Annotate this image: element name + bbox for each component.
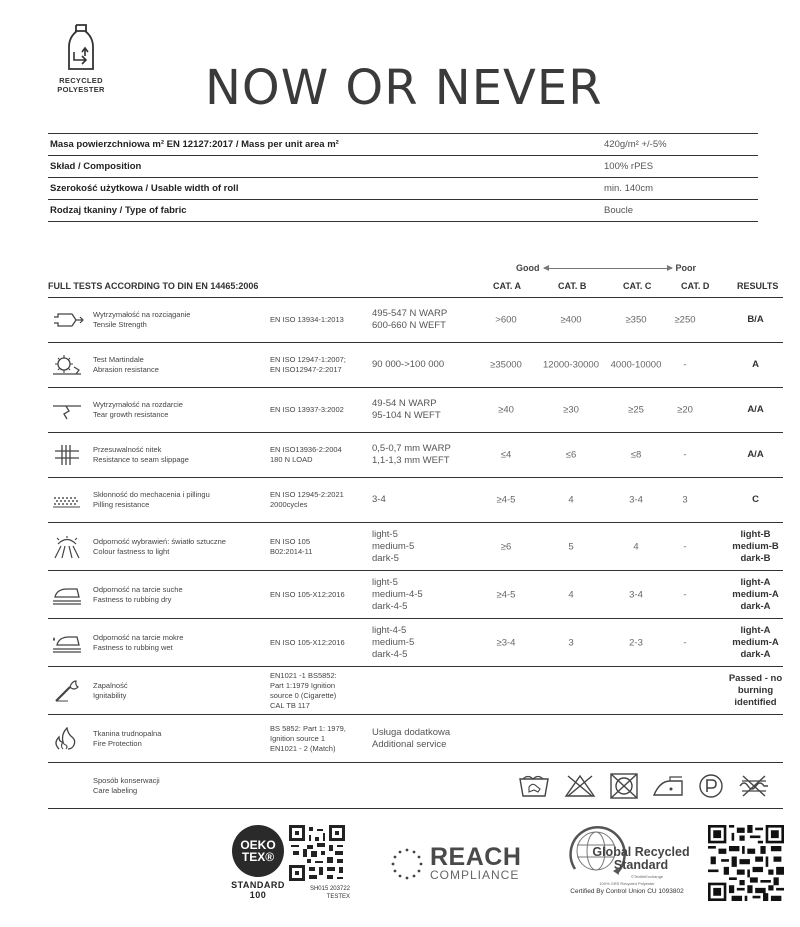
test-name [93,681,263,701]
test-value-line: 495-547 N WARP [372,308,448,319]
test-norm-line: EN ISO 13934-1:2013 [270,315,344,324]
test-value-line: medium-4-5 [372,588,423,600]
spec-label: Szerokość użytkowa / Usable width of roll [50,183,239,194]
test-value [372,359,487,371]
test-name [93,729,263,749]
grs-organization: ©TextileExchange [630,874,664,879]
header-cat-a: CAT. A [493,281,521,291]
oeko-line1: OEKO [240,838,276,852]
test-name-en: Ignitability [93,690,127,700]
test-norm [270,490,365,510]
test-row [48,715,783,763]
cat-b-value: 4 [568,494,574,506]
cat-d-value: - [683,449,687,461]
page-title: NOW OR NEVER [205,60,603,116]
test-name-en: Fire Protection [93,738,142,748]
test-value-line: 90 000->100 000 [372,359,445,370]
fire-protection-icon-glyph [50,727,84,751]
seam-slippage-icon-glyph [50,443,84,467]
test-name-en: Abrasion resistance [93,365,159,374]
test-result [718,314,793,326]
test-name-en: Colour fastness to light [93,546,170,556]
test-row [48,619,783,667]
grs-title-line1: Global Recycled [592,845,690,859]
test-result-line: medium-B [732,540,779,552]
cat-d-value: - [683,359,687,371]
test-result-line: light-B [740,528,771,540]
cat-c-value: ≥350 [625,314,647,326]
light-fastness-icon [50,535,84,559]
test-norm-line: EN1021 - 2 (Match) [270,743,336,753]
test-norm-line: EN ISO 12945-2:2021 [270,490,344,499]
cat-a-value: ≥6 [500,541,512,552]
test-norm [270,537,365,557]
test-norm [270,355,365,375]
tests-body [48,298,783,763]
test-result-line: dark-A [740,600,771,612]
cat-d-value: ≥20 [677,404,693,416]
test-row [48,523,783,571]
test-name-en: Tensile Strength [93,320,147,329]
test-norm-line: CAL TB 117 [270,700,310,710]
test-norm-line: source 0 (Cigarette) [270,690,337,700]
cat-a-value: >600 [495,314,517,326]
test-result-line: A [752,359,759,370]
ignitability-icon-glyph [50,679,84,703]
oeko-line2: TEX® [241,850,275,864]
test-row [48,433,783,478]
test-result-line: Passed - no [728,672,783,684]
test-value-line: 600-660 N WEFT [372,320,446,331]
test-name-pl: Skłonność do mechacenia i pillingu [93,490,210,499]
spec-row [48,178,758,200]
test-name [93,490,263,510]
header-cat-d: CAT. D [681,281,710,291]
tests-table [48,278,783,809]
spec-table [48,133,758,222]
test-norm [270,445,365,465]
cat-d-value: 3 [682,494,688,506]
test-result-line: burning [737,684,774,696]
test-norm-line: 2000cycles [270,500,308,509]
test-name-pl: Odporność na tarcie suche [93,584,183,594]
fire-protection-icon [50,727,84,751]
test-value [372,529,487,565]
tensile-icon [50,308,84,332]
test-result [718,494,793,506]
test-value [372,443,487,467]
grs-certified-by: Certified By Control Union CU 1093802 [570,888,684,895]
tear-icon-glyph [50,398,84,422]
test-norm-line: EN ISO12947-2:2017 [270,365,342,374]
oeko-code-line2: TESTEX [326,894,350,900]
tear-icon [50,398,84,422]
cat-b-value: 3 [568,637,574,648]
cat-b-value: ≤6 [565,449,577,461]
test-norm-line: BS 5852: Part 1: 1979, [270,723,346,733]
cat-d-value: ≥250 [674,314,696,326]
test-name-pl: Wytrzymałość na rozciąganie [93,310,191,319]
recycled-polyester-logo [50,22,112,94]
reach-subtitle: COMPLIANCE [430,868,520,882]
cat-a-value: ≥35000 [490,359,522,371]
test-value-line: 3-4 [372,494,386,505]
oeko-certificate-code [290,885,350,901]
no-tumble-dry-icon [609,772,639,800]
cat-c-value: 4000-10000 [610,359,662,371]
test-name [93,633,263,653]
test-norm [270,724,365,754]
logo-text-line1: RECYCLED [59,76,103,85]
test-value [372,494,487,506]
rubbing-wet-icon [50,631,84,655]
grs-badge [562,823,692,895]
hand-wash-icon [517,773,551,799]
cat-a-value: ≥4-5 [496,494,516,506]
test-result [718,359,793,371]
test-name-pl: Odporność na tarcie mokre [93,632,184,642]
care-name [93,776,263,796]
cat-b-value: 12000-30000 [543,359,599,371]
light-fastness-icon-glyph [50,535,84,559]
test-value-line: Additional service [372,738,447,750]
test-norm-line: EN1021 -1 BS5852: [270,670,337,680]
grs-title-line2: Standard [613,858,669,872]
oeko-tex-logo [232,825,284,877]
recycle-bottle-icon [61,22,101,74]
scale-poor-label: Poor [675,263,697,273]
cat-c-value: 2-3 [629,637,643,648]
test-value-line: medium-5 [372,636,415,648]
test-value-line: 95-104 N WEFT [372,410,441,421]
test-norm [270,638,365,648]
oeko-tex-badge [228,825,288,900]
rubbing-dry-icon [50,583,84,607]
test-name-en: Resistance to seam slippage [93,455,189,464]
test-row [48,388,783,433]
test-norm-line: EN ISO 105-X12:2016 [270,589,345,599]
test-value-line: light-4-5 [372,624,407,636]
oeko-standard [228,880,288,900]
oeko-std-line1: STANDARD [231,880,285,890]
pilling-icon-glyph [50,488,84,512]
no-wring-icon [737,773,771,799]
cat-c-value: ≤8 [630,449,642,461]
seam-slippage-icon [50,443,84,467]
ignitability-icon [50,679,84,703]
dry-clean-p-icon [697,772,725,800]
test-result-line: light-A [740,576,771,588]
tests-header-row [48,278,783,298]
test-norm-line: EN ISO13936-2:2004 [270,445,342,454]
test-norm [270,405,365,415]
no-bleach-icon [563,773,597,799]
test-name [93,400,263,420]
test-result-line: A/A [747,404,764,415]
test-result [718,625,793,661]
test-value [372,577,487,613]
test-result-line: dark-B [740,552,771,564]
rubbing-dry-icon-glyph [50,583,84,607]
footer-certifications [0,815,800,910]
grs-title [590,846,692,872]
test-row [48,478,783,523]
cat-a-value: ≥40 [498,404,514,416]
abrasion-icon-glyph [50,353,84,377]
qr-code [708,825,784,901]
spec-row [48,134,758,156]
cat-b-value: 4 [568,589,574,600]
test-name [93,355,263,375]
scale-good-label: Good [516,263,540,273]
spec-row [48,156,758,178]
cat-c-value: 4 [633,541,639,552]
test-result [718,577,793,613]
test-result-line: medium-A [732,636,779,648]
test-result [718,529,793,565]
oeko-qr-code [289,825,345,881]
test-norm [270,590,365,600]
test-name-pl: Przesuwalność nitek [93,445,162,454]
test-result [718,673,793,709]
test-value-line: light-5 [372,528,398,540]
test-norm [270,671,365,711]
test-norm-line: 180 N LOAD [270,455,313,464]
test-name [93,585,263,605]
test-name [93,537,263,557]
low-iron-icon [651,773,685,799]
test-result-line: medium-A [732,588,779,600]
spec-value: Boucle [604,205,634,216]
test-value [372,727,487,751]
care-name-pl: Sposób konserwacji [93,775,160,785]
oeko-std-line2: 100 [249,890,267,900]
spec-label: Skład / Composition [50,161,142,172]
test-norm-line: EN ISO 105 [270,536,311,546]
grs-recycled-note: 100% GRS Recycled Polyester [599,881,655,886]
test-name-pl: Tkanina trudnopalna [93,728,162,738]
test-norm [270,315,365,325]
test-value-line: dark-5 [372,552,399,564]
oeko-code-line1: SH015 203722 [309,886,350,892]
test-row [48,667,783,715]
header-cat-b: CAT. B [558,281,587,291]
test-name-pl: Zapalność [93,680,128,690]
test-name-pl: Wytrzymałość na rozdarcie [93,400,183,409]
test-result-line: identified [734,696,777,708]
care-icons [517,772,771,800]
test-value-line: 0,5-0,7 mm WARP [372,443,451,454]
double-arrow-icon [544,268,672,269]
test-value-line: Usługa dodatkowa [372,726,451,738]
cat-d-value: - [683,589,687,600]
good-poor-scale [516,263,696,273]
test-value [372,398,487,422]
test-value-line: dark-4-5 [372,648,408,660]
test-name-pl: Test Martindale [93,355,144,364]
cat-c-value: ≥25 [628,404,644,416]
spec-label: Rodzaj tkaniny / Type of fabric [50,205,187,216]
test-value [372,625,487,661]
reach-title: REACH [430,843,522,871]
test-result [718,449,793,461]
reach-compliance-badge [390,845,521,882]
test-value-line: dark-4-5 [372,600,408,612]
test-norm-line: EN ISO 12947-1:2007; [270,355,346,364]
cat-b-value: ≥400 [560,314,582,326]
test-name-en: Fastness to rubbing dry [93,594,172,604]
test-value-line: light-5 [372,576,398,588]
test-value-line: 1,1-1,3 mm WEFT [372,455,450,466]
cat-d-value: - [683,541,687,552]
cat-d-value: - [683,637,687,648]
cat-a-value: ≤4 [500,449,512,461]
logo-text [50,76,112,94]
test-row [48,298,783,343]
cat-b-value: ≥30 [563,404,579,416]
cat-c-value: 3-4 [629,589,643,600]
abrasion-icon [50,353,84,377]
cat-b-value: 5 [568,541,574,552]
test-result-line: dark-A [740,648,771,660]
test-norm-line: Part 1:1979 Ignition [270,680,336,690]
test-name-pl: Odporność wybrawień: światło sztuczne [93,536,226,546]
cat-a-value: ≥3-4 [496,637,516,648]
test-name [93,445,263,465]
test-row [48,571,783,619]
cat-a-value: ≥4-5 [496,589,516,600]
cat-c-value: 3-4 [629,494,643,506]
test-result [718,404,793,416]
test-name-en: Fastness to rubbing wet [93,642,173,652]
tensile-icon-glyph [50,308,84,332]
care-row [48,763,783,809]
test-norm-line: EN ISO 105-X12:2016 [270,637,345,647]
header-results: RESULTS [737,281,779,291]
spec-value: min. 140cm [604,183,654,194]
rubbing-wet-icon-glyph [50,631,84,655]
test-value-line: 49-54 N WARP [372,398,437,409]
spec-label: Masa powierzchniowa m² EN 12127:2017 / Mass per unit area m² [50,139,339,150]
test-name-en: Tear growth resistance [93,410,169,419]
test-result-line: B/A [747,314,764,325]
header-cat-c: CAT. C [623,281,652,291]
spec-row [48,200,758,222]
test-result-line: A/A [747,449,764,460]
logo-text-line2: POLYESTER [57,85,105,94]
eu-stars-icon [390,847,424,881]
spec-value: 100% rPES [604,161,654,172]
test-row [48,343,783,388]
test-result-line: C [752,494,759,505]
test-norm-line: Ignition source 1 [270,733,326,743]
spec-value: 420g/m² +/-5% [604,139,667,150]
test-result-line: light-A [740,624,771,636]
test-value [372,308,487,332]
test-value-line: medium-5 [372,540,415,552]
test-norm-line: EN ISO 13937-3:2002 [270,405,344,414]
test-norm-line: B02:2014-11 [270,546,313,556]
pilling-icon [50,488,84,512]
tests-title: FULL TESTS ACCORDING TO DIN EN 14465:2006 [48,281,259,291]
test-name [93,310,263,330]
care-name-en: Care labeling [93,785,138,795]
test-name-en: Pilling resistance [93,500,150,509]
